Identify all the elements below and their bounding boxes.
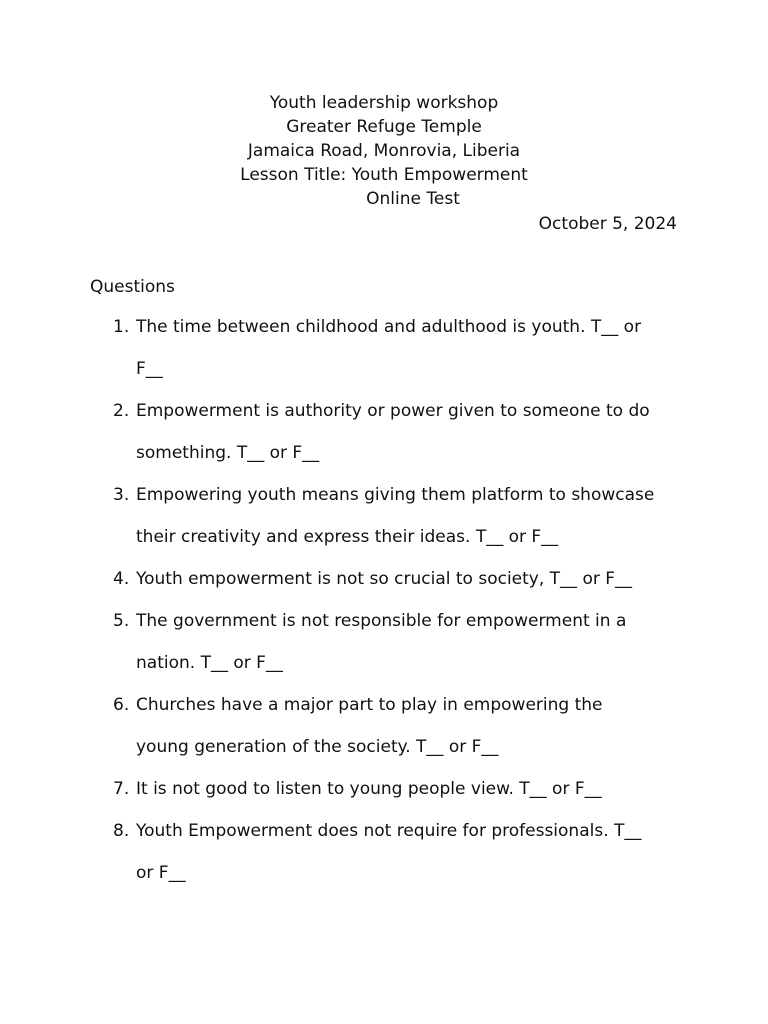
document-header: [0, 91, 768, 211]
question-line: [0, 348, 768, 390]
question-number: 7.: [113, 779, 130, 799]
question-item: [0, 600, 768, 684]
question-number: 8.: [113, 821, 130, 841]
question-text: Churches have a major part to play in empowering the: [136, 695, 603, 715]
workshop-title: Youth leadership workshop: [269, 93, 499, 113]
question-line: [0, 306, 768, 348]
question-line: [0, 768, 768, 810]
document-date: October 5, 2024: [538, 214, 677, 234]
question-item: [0, 390, 768, 474]
question-line: [0, 810, 768, 852]
question-text: The government is not responsible for empowerment in a: [136, 611, 627, 631]
lesson-title: Lesson Title: Youth Empowerment: [240, 165, 528, 185]
question-text: F__: [136, 359, 163, 379]
question-number: 6.: [113, 695, 130, 715]
question-number: 4.: [113, 569, 130, 589]
question-text: It is not good to listen to young people view. T__ or F__: [136, 779, 602, 799]
question-line: [0, 684, 768, 726]
question-text: something. T__ or F__: [136, 443, 320, 463]
question-line: [0, 852, 768, 894]
question-item: [0, 810, 768, 894]
question-item: [0, 306, 768, 390]
test-label: Online Test: [366, 189, 460, 209]
venue-address: Jamaica Road, Monrovia, Liberia: [247, 141, 521, 161]
question-text: Empowering youth means giving them platform to showcase: [136, 485, 655, 505]
questions-heading: Questions: [90, 277, 175, 297]
question-line: [0, 642, 768, 684]
question-item: [0, 474, 768, 558]
question-text: young generation of the society. T__ or F__: [136, 737, 499, 757]
question-text: Youth Empowerment does not require for professionals. T__: [136, 821, 642, 841]
question-text: The time between childhood and adulthood is youth. T__ or: [136, 317, 642, 337]
question-number: 1.: [113, 317, 130, 337]
question-line: [0, 432, 768, 474]
question-number: 3.: [113, 485, 130, 505]
question-text: or F__: [136, 863, 186, 883]
question-number: 5.: [113, 611, 130, 631]
question-line: [0, 474, 768, 516]
question-text: Empowerment is authority or power given to someone to do: [136, 401, 650, 421]
question-text: Youth empowerment is not so crucial to society, T__ or F__: [136, 569, 633, 589]
venue-name: Greater Refuge Temple: [286, 117, 482, 137]
question-line: [0, 390, 768, 432]
question-text: nation. T__ or F__: [136, 653, 283, 673]
question-line: [0, 726, 768, 768]
questions-list: [0, 306, 768, 894]
question-item: [0, 768, 768, 810]
question-line: [0, 600, 768, 642]
question-text: their creativity and express their ideas. T__ or F__: [136, 527, 559, 547]
question-line: [0, 516, 768, 558]
question-line: [0, 558, 768, 600]
question-item: [0, 558, 768, 600]
question-number: 2.: [113, 401, 130, 421]
question-item: [0, 684, 768, 768]
